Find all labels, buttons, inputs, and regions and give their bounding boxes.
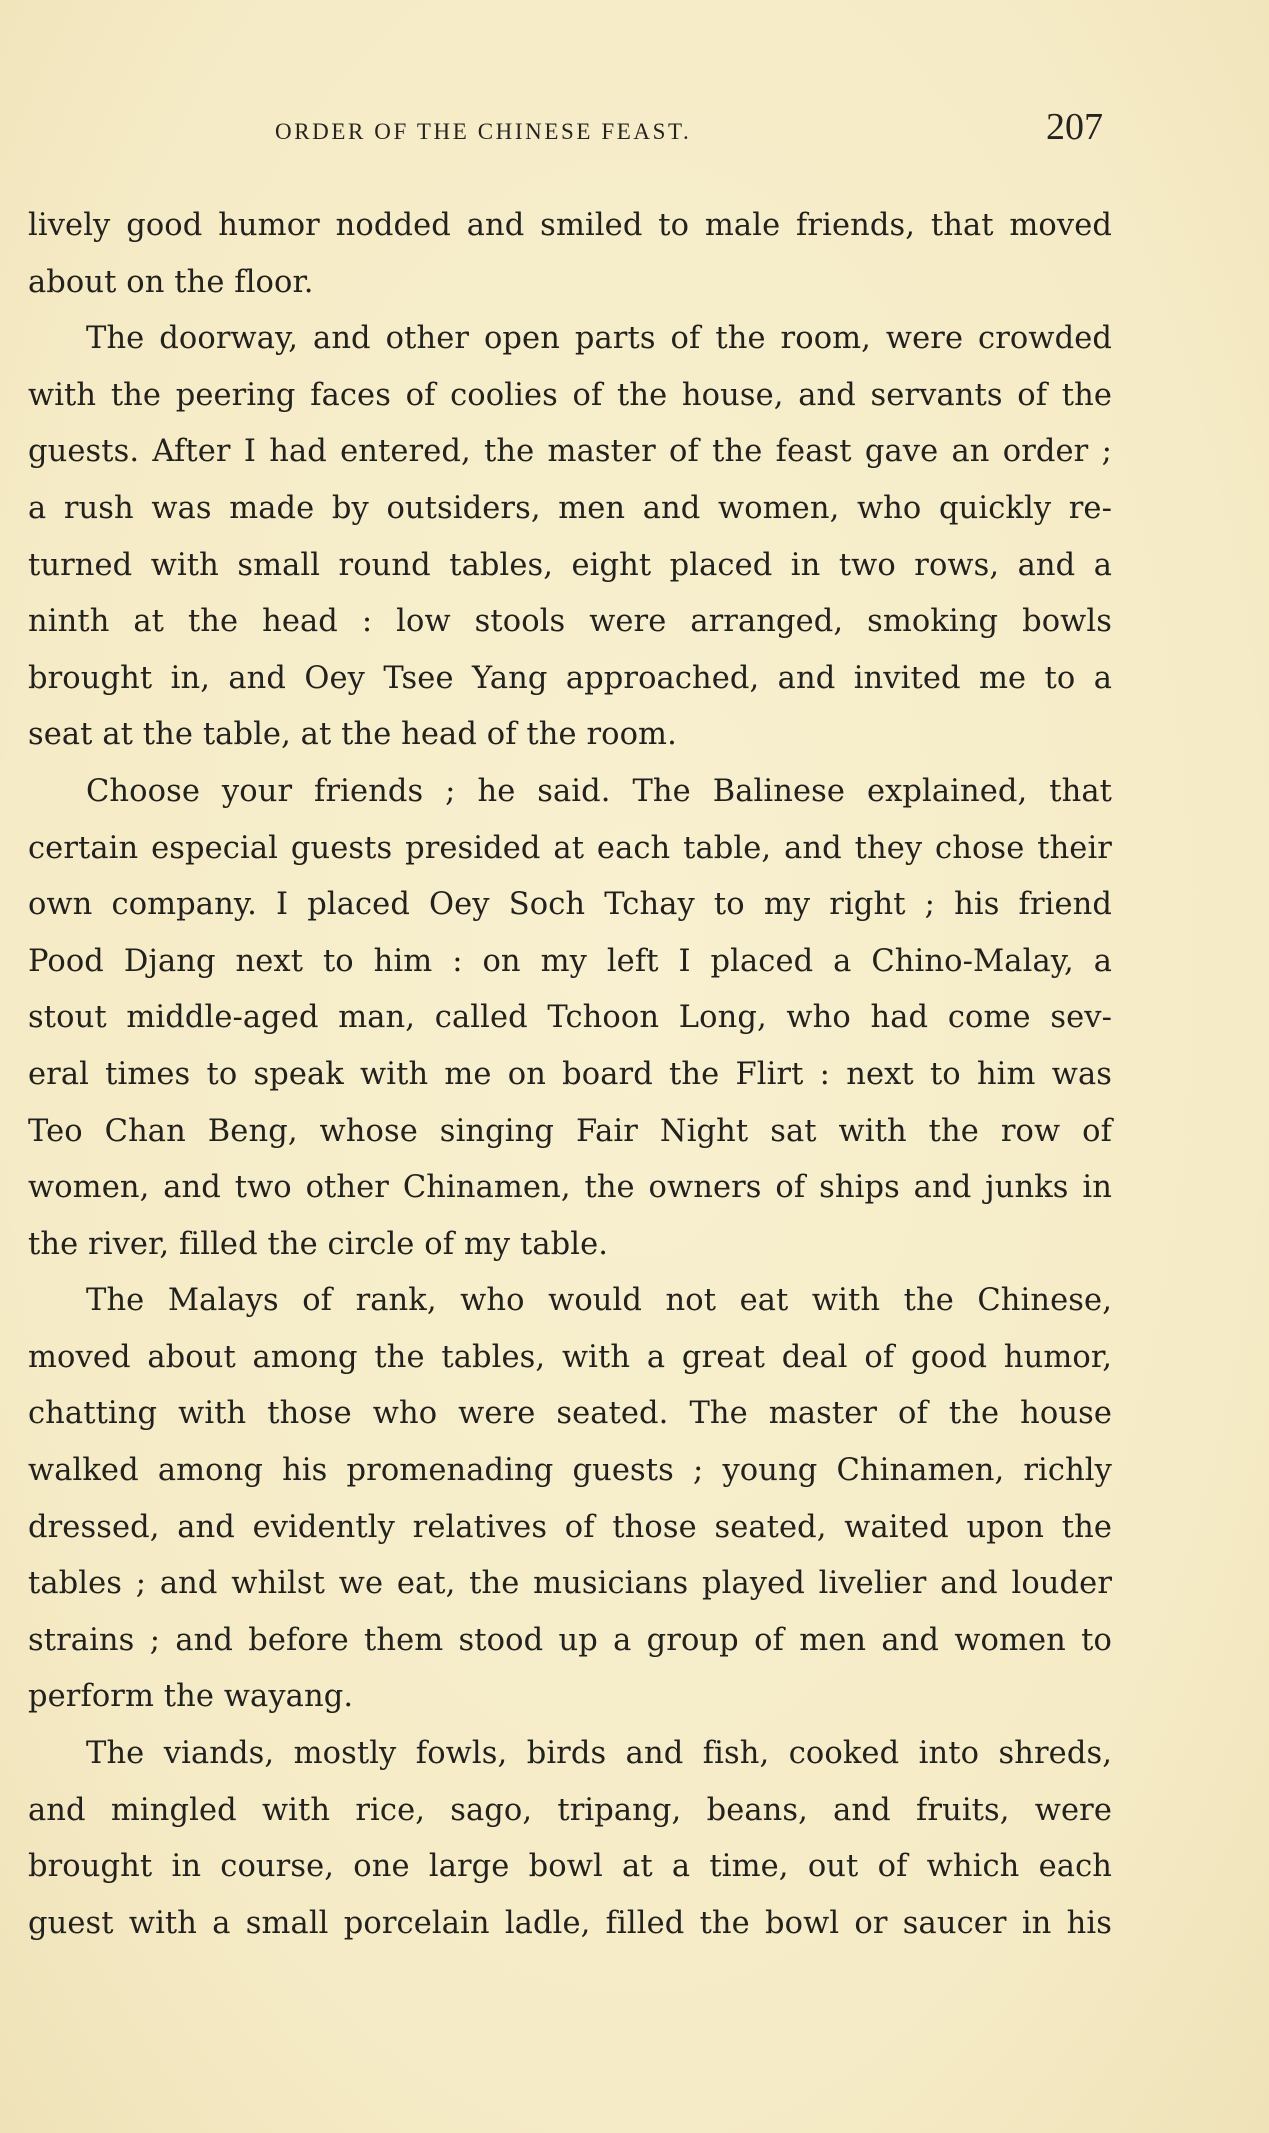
text-line: walked among his promenading guests ; young Chinamen, richly — [28, 1453, 1112, 1489]
text-line: Teo Chan Beng, whose singing Fair Night sat with the row of — [28, 1113, 1112, 1149]
running-head — [0, 105, 1269, 155]
text-line: moved about among the tables, with a great deal of good humor, — [28, 1339, 1112, 1375]
text-line: women, and two other Chinamen, the owners of ships and junks in — [28, 1170, 1112, 1206]
text-line: brought in course, one large bowl at a time, out of which each — [28, 1849, 1112, 1885]
text-line: the river, filled the circle of my table. — [28, 1226, 609, 1262]
text-line: certain especial guests presided at each table, and they chose their — [28, 830, 1112, 866]
text-line: The viands, mostly fowls, birds and fish, cooked into shreds, — [86, 1736, 1112, 1772]
text-line: strains ; and before them stood up a group of men and women to — [28, 1622, 1112, 1658]
text-line: The doorway, and other open parts of the room, were crowded — [86, 321, 1112, 357]
text-line: lively good humor nodded and smiled to male friends, that moved — [28, 208, 1112, 243]
text-line: perform the wayang. — [28, 1679, 354, 1715]
text-line: chatting with those who were seated. The master of the house — [28, 1396, 1112, 1432]
body-text — [28, 198, 1112, 1952]
text-line: ninth at the head : low stools were arranged, smoking bowls — [28, 604, 1112, 640]
text-line: turned with small round tables, eight placed in two rows, and a — [28, 547, 1112, 583]
text-line: with the peering faces of coolies of the house, and servants of the — [28, 377, 1112, 413]
text-line: tables ; and whilst we eat, the musicians played livelier and louder — [28, 1566, 1112, 1602]
text-line: stout middle-aged man, called Tchoon Long, who had come sev- — [28, 1000, 1112, 1036]
running-title: ORDER OF THE CHINESE FEAST. — [275, 119, 692, 144]
text-line: Choose your friends ; he said. The Balinese explained, that — [86, 773, 1112, 809]
text-line: a rush was made by outsiders, men and women, who quickly re- — [28, 490, 1112, 526]
text-line: Pood Djang next to him : on my left I placed a Chino-Malay, a — [28, 943, 1112, 979]
text-line: own company. I placed Oey Soch Tchay to my right ; his friend — [28, 887, 1112, 923]
text-line: and mingled with rice, sago, tripang, beans, and fruits, were — [28, 1792, 1112, 1828]
text-line: about on the floor. — [28, 264, 314, 300]
text-line: guest with a small porcelain ladle, filled the bowl or saucer in his — [28, 1905, 1112, 1941]
text-line: dressed, and evidently relatives of those seated, waited upon the — [28, 1509, 1112, 1545]
text-line: brought in, and Oey Tsee Yang approached, and invited me to a — [28, 660, 1112, 696]
text-line: eral times to speak with me on board the Flirt : next to him was — [28, 1056, 1112, 1092]
text-line: The Malays of rank, who would not eat with the Chinese, — [86, 1283, 1112, 1319]
text-line: guests. After I had entered, the master of the feast gave an order ; — [28, 434, 1112, 470]
page-number: 207 — [1046, 106, 1103, 148]
text-line: seat at the table, at the head of the room. — [28, 717, 677, 753]
